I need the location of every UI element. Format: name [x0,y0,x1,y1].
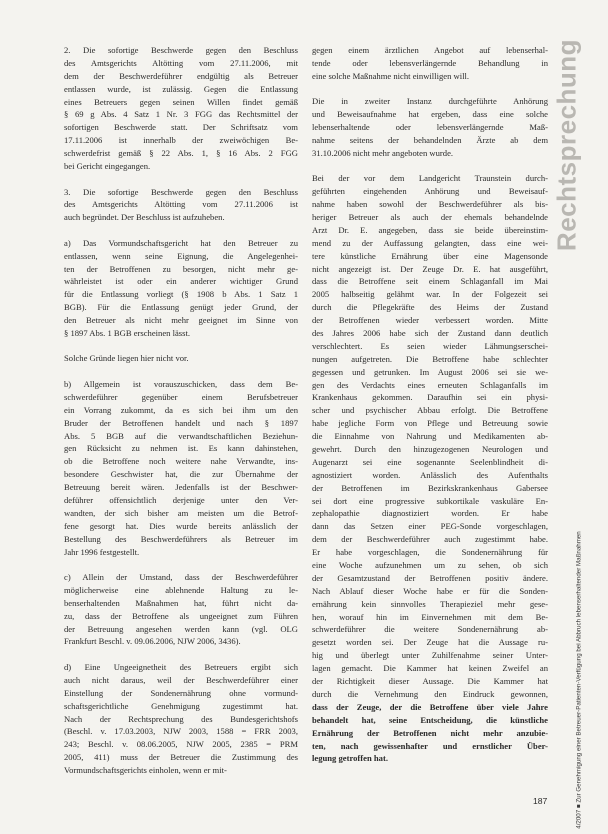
text-line: c) Allein der Umstand, dass der Beschwerdeführer [64,572,298,583]
text-line: gesetzt worden sei. Der Zeuge hat die Aussage ru- [312,637,548,648]
text-line: Abs. 5 BGB auf die verwandtschaftlichen Beziehun- [64,430,298,441]
text-line: tere künstliche Ernährung über eine Magensonde [312,250,548,261]
text-line: a) Das Vormundschaftsgericht hat den Betreuer zu [64,237,298,248]
text-line: auch nicht daraus, weil der Beschwerdeführer einer [64,674,298,685]
text-line: dem der Beschwerdeführer auch zugestimmt habe. [312,534,548,545]
text-line: d) Eine Ungeeignetheit des Betreuers ergibt sich [64,661,298,672]
text-line: des Jahres 2006 habe sich der Zustand dann deutlich [312,328,548,338]
paragraph [312,172,548,765]
text-line: Jahr 1996 festgestellt. [64,546,140,557]
text-line: legung getroffen hat. [312,753,388,764]
running-footer-text: 4/2007 ■ Zur Genehmigung einer Betreuer-Patienten-Verfügung bei Abbruch lebenserhaltender Maßnahmen [575,531,583,829]
paragraph-gap [64,365,298,378]
text-line: 17.11.2006 ist innerhalb der zweiwöchigen Be- [64,135,298,146]
text-line: der Betroffenen im Bezirkskrankenhaus Gabersee [312,482,548,493]
text-line: Frankfurt Beschl. v. 09.06.2006, NJW 2006, 3436). [64,636,241,647]
text-line: entlassen, wenn seine Eignung, die Angelegenhei- [64,250,298,261]
text-line: die Einnahme von Nahrung und Medikamenten ab- [312,431,548,442]
text-line: agnostiziert worden. Anlässlich des Aufenthalts [312,469,548,480]
text-line: 2. Die sofortige Beschwerde gegen den Beschluss [64,45,298,55]
text-line: ob die Betroffene noch weitere nahe Verwandte, ins- [64,456,298,467]
text-line: Einstellung der Sondenernährung ohne vormund- [64,687,298,698]
text-line: schaftsgerichtliche Genehmigung zugestimmt hat. [64,700,298,711]
text-line: zu, dass der Betroffene als ungeeignet zum Führen [64,610,298,621]
text-line: nahme haben sowohl der Beschwerdeführer als bis- [312,199,548,210]
text-line: der Gesamtzustand der Betroffenen positiv ändere. [312,572,548,583]
text-line: Krankenhaus gekommen. Daraufhin sei ein physi- [312,392,548,403]
paragraph [312,95,548,159]
text-line: mend zu der Auffassung gelangten, dass eine wei- [312,237,548,248]
paragraph-gap [64,558,298,571]
paragraph [64,352,298,365]
text-line: Die in zweiter Instanz durchgeführte Anhörung [312,96,548,107]
text-line: Vormundschaftsgerichts einholen, wenn er mit- [64,765,227,776]
text-line: 3. Die sofortige Beschwerde gegen den Beschluss [64,186,298,197]
text-line: sei dort eine progressive subkortikale vaskuläre En- [312,495,548,506]
text-line: ein Vorrang zukommt, da es sich bei ihm um den [64,404,298,415]
text-line: benserhaltenden Maßnahmen hat, führt nicht da- [64,597,298,608]
text-line: auch begründet. Der Beschluss ist aufzuheben. [64,212,225,223]
text-line: ten, nach gewissenhafter und ernstlicher Über- [312,740,548,751]
paragraph-gap [312,83,548,96]
text-line: Betreuung bereit wären. Jedenfalls ist der Beschwer- [64,482,298,493]
text-line: durch die Vernehmung den Eindruck gewonnen, [312,688,548,699]
running-footer [572,531,586,829]
text-line: der Betroffenen wieder verbessert worden. Mitte [312,315,548,326]
text-line: gen des Verdachts eines erneuten Schlaganfalls im [312,379,548,390]
text-line: für die Entlassung vorliegt (§ 1908 b Abs. 1 Satz 1 [64,289,298,300]
text-line: Bei der vor dem Landgericht Traunstein durch- [312,173,548,184]
text-line: des Amtsgerichts Altötting vom 27.11.2006, mit [64,57,298,68]
text-line: Solche Gründe liegen hier nicht vor. [64,353,189,364]
text-line: gegen einem ärztlichen Angebot auf lebenserhal- [312,45,548,55]
text-line: dass die Betroffene seit einem Schlaganfall im Mai [312,276,548,287]
text-line: fene gesorgt hat. Dies wurde bereits anlässlich der [64,520,298,531]
paragraph-gap [64,224,298,237]
text-line: Nach der Rechtsprechung des Bundesgerichtshofs [64,713,298,724]
text-line: der Richtigkeit dieser Aussage. Die Kammer hat [312,676,548,687]
text-line: zephalopathie diagnostiziert worden. Er habe [312,508,548,519]
text-line: dann das Setzen einer PEG-Sonde vorgeschlagen, [312,521,548,532]
paragraph-gap [312,160,548,173]
text-line: bei Gericht eingegangen. [64,161,151,172]
text-line: habe jegliche Form von Pflege und Betreuung sowie [312,418,548,429]
text-line: scher und psychischer Abbau erfolgt. Die Betroffene [312,405,548,416]
text-line: möglicherweise eine ablehnende Haltung zu le- [64,584,298,595]
paragraph-gap [64,173,298,186]
text-line: § 1897 Abs. 1 BGB erscheinen lässt. [64,328,191,338]
text-line: Augenarzt sei eine sogenannte Seelenblindheit di- [312,456,548,467]
paragraph [64,186,298,225]
text-line: behandelt hat, seine Entscheidung, die künstliche [312,714,548,725]
text-line: Ernährung der Betroffenen nicht mehr anzubie- [312,727,548,738]
text-line: tende oder lebensverlängernde Behandlung in [312,57,548,68]
paragraph-gap [64,648,298,661]
text-line: und Beweisaufnahme hat ergeben, dass eine solche [312,109,548,120]
text-line: schwerdeführer die weitere Sondenernährung ab- [312,624,548,635]
text-line: eine solche Maßnahme nicht einwilligen will. [312,70,470,81]
left-column [64,44,298,777]
text-line: dem der Beschwerdeführer endgültig als Betreuer [64,70,298,81]
text-line: 31.10.2006 nicht mehr angeboten wurde. [312,147,454,158]
text-line: gewehrt. Durch den hinzugezogenen Neurologen und [312,444,548,455]
paragraph [64,44,298,173]
text-line: 243; Beschl. v. 08.06.2005, NJW 2005, 2385 = PRM [64,739,298,750]
text-line: lebenserhaltende oder lebensverlängernde Maß- [312,122,548,133]
paragraph [64,237,298,340]
section-heading [547,40,587,250]
paragraph [64,571,298,648]
text-line: lagen gemacht. Die Kammer hat keinen Zweifel an [312,663,548,674]
text-line: geführten eingehenden Anhörung und Beweisauf- [312,186,548,197]
text-line: ernährung kein sinnvolles Therapieziel mehr gese- [312,598,548,609]
text-line: 2005 halbseitig gelähmt war. In der Folgezeit sei [312,289,548,300]
text-line: schwerdeführer gegenüber einem Berufsbetreuer [64,391,298,402]
text-line: heriger Betreuer als auch der ehemals behandelnde [312,211,548,222]
text-line: eine Woche aufzunehmen um zu sehen, ob sich [312,560,548,571]
text-line: b) Allgemein ist vorauszuschicken, dass dem Be- [64,378,298,389]
text-line: Arzt Dr. E. angegeben, dass sie beide übereinstim- [312,224,548,235]
right-column [312,44,548,765]
paragraph-gap [64,340,298,353]
text-line: Er habe vorgeschlagen, die Sondenernährung für [312,547,548,558]
text-line: § 69 g Abs. 4 Satz 1 Nr. 3 FGG das Rechtsmittel der [64,109,298,120]
text-line: eines Betreuers gegen seinen Willen findet gemäß [64,96,298,107]
text-line: nahme seitens der behandelnden Ärzte ab dem [312,134,548,145]
text-line: nungen aufgetreten. Die Betroffene habe schlechter [312,353,548,364]
section-heading-text: Rechtsprechung [551,38,582,252]
text-line: ten der Betroffenen zu besorgen, nicht mehr ge- [64,263,298,274]
text-line: entlassen wurde, ist zulässig. Gegen die Entlassung [64,83,298,94]
text-line: BGB). Für die Entlassung genügt jeder Grund, der [64,302,298,313]
text-line: wandten, der sich bisher am meisten um die Betrof- [64,507,298,518]
text-line: währleistet ist oder ein anderer wichtiger Grund [64,276,298,287]
text-line: besondere Geschwister hat, die zur Übernahme der [64,469,298,480]
text-line: Bruder der Betroffenen handelt und nach § 1897 [64,417,298,428]
text-line: hig und überlegt unter Zuhilfenahme seiner Unter- [312,650,548,661]
text-line: (Beschl. v. 17.03.2003, NJW 2003, 1588 = FRR 2003, [64,726,298,737]
text-line: Bestellung des Beschwerdeführers als Betreuer im [64,533,298,544]
text-line: deführer offensichtlich derjenige unter den Ver- [64,494,298,505]
page-number: 187 [533,796,548,806]
text-line: gen Rücksicht zu nehmen ist. Es kann dahinstehen, [64,443,298,454]
text-line: der Betreuung angesehen werden kann (vgl. OLG [64,623,298,634]
text-line: verschlechtert. Es seien wieder Lähmungserschei- [312,340,548,351]
text-line: Nach Ablauf dieser Woche habe er für die Sonden- [312,585,548,596]
text-line: durch die Pflegekräfte des Heims der Zustand [312,302,548,313]
text-line: den Betreuer als nicht mehr geeignet im Sinne von [64,315,298,326]
paragraph [64,378,298,558]
paragraph [64,661,298,777]
text-line: gegessen und getrunken. Im August 2006 sei sie we- [312,366,548,377]
paragraph [312,44,548,83]
text-line: sofortigen Beschwerde statt. Der Schriftsatz vom [64,122,298,133]
text-line: dass der Zeuge, der die Betroffene über viele Jahre [312,701,548,712]
text-line: hen, worauf hin im Einvernehmen mit dem Be- [312,611,548,622]
text-line: 2005, 411) muss der Betreuer die Zustimmung des [64,752,298,763]
text-line: schwerdefrist gemäß § 22 Abs. 1, § 16 Abs. 2 FGG [64,148,298,159]
text-line: nicht angezeigt ist. Der Zeuge Dr. E. hat ausgeführt, [312,263,548,274]
text-line: des Amtsgerichts Altötting vom 27.11.2006 ist [64,199,298,210]
